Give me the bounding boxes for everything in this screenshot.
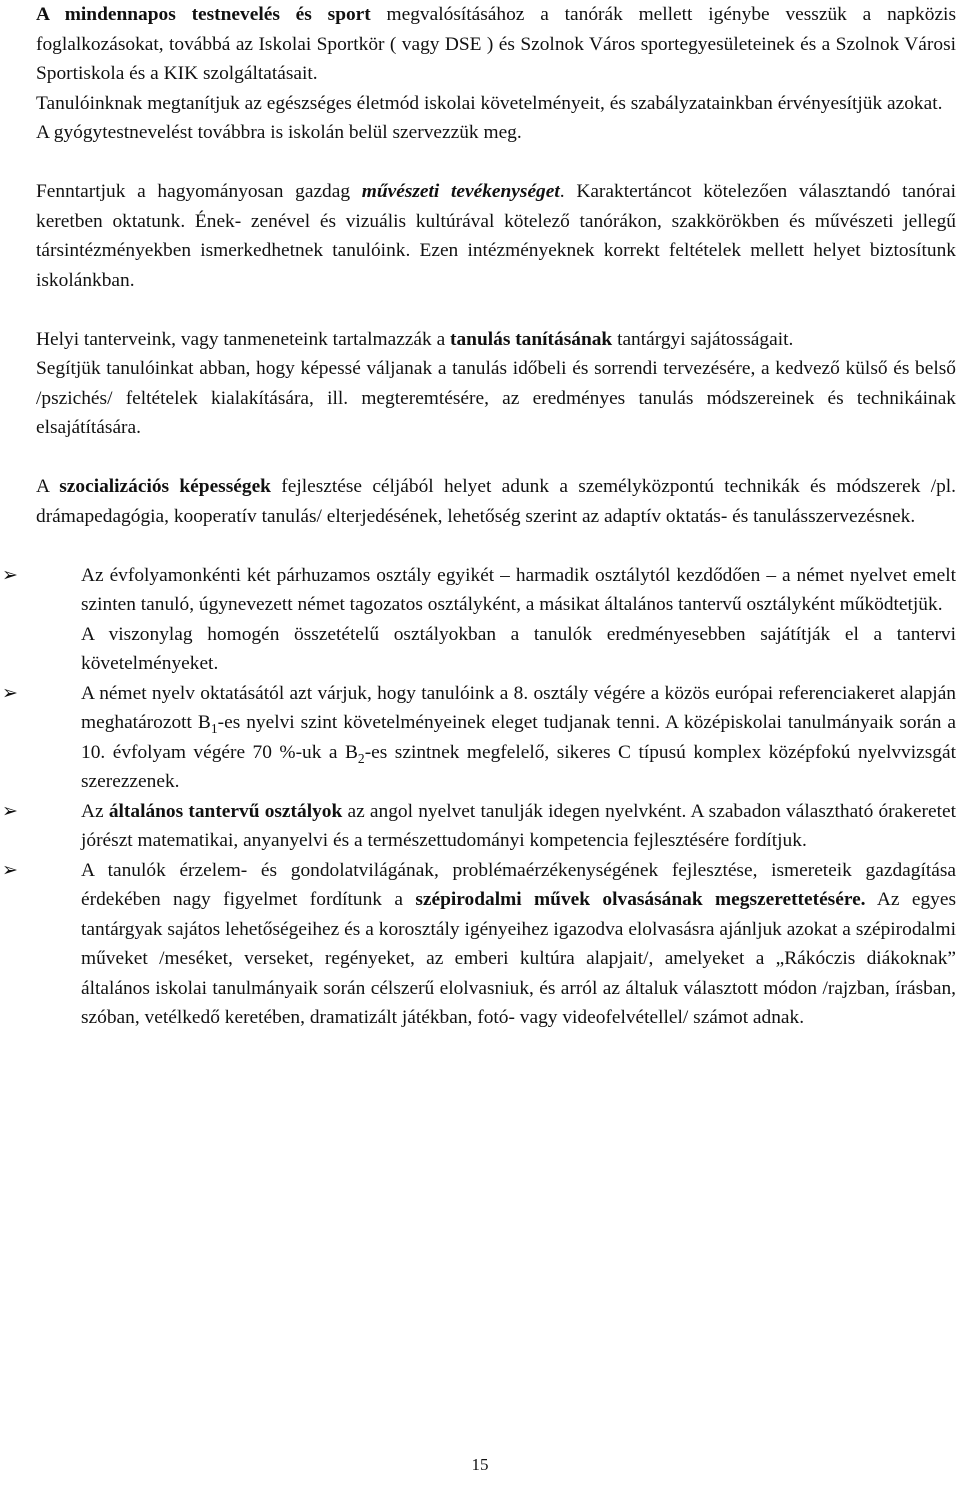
arrow-bullet-icon: ➢: [2, 799, 18, 822]
sport-text: megvalósításához a tanórák mellett igénybe vesszük a napközis foglalkozásokat, továbbá az Iskolai Sportkör ( vagy DSE ) és Szolnok Város sportegyesületeinek és a Szolnok Városi Sportiskola és a KIK szolgáltatásait.: [36, 4, 956, 84]
arrow-bullet-icon: ➢: [2, 858, 18, 881]
bullet-item-classes: ➢ Az évfolyamonkénti két párhuzamos osztály egyikét – harmadik osztálytól kezdődően – a német nyelvet emelt szinten tanuló, úgynevezett német tagozatos osztályként, a másikat általános tantervű osztályként működtetjük. A viszonylag homogén összetételű osztályokban a tanulók eredményesebben sajátítják el a tantervi követelményeket.: [0, 561, 956, 679]
paragraph-arts: Fenntartjuk a hagyományosan gazdag művészeti tevékenységet. Karaktertáncot kötelezően választandó tanórai keretben oktatunk. Ének- zenével és vizuális kultúrával kötelező tanórákon, szakkörökben és művészeti jellegű társintézményekben ismerkedhetnek tanulóink. Ezen intézményeknek korrekt feltételek mellett helyet biztosítunk iskolánkban.: [36, 181, 956, 291]
sport-heading: A mindennapos testnevelés és sport: [36, 4, 371, 25]
literature-emphasis: szépirodalmi művek olvasásának megszerettetésére.: [415, 889, 866, 910]
paragraph-planning: Segítjük tanulóinkat abban, hogy képessé váljanak a tanulás időbeli és sorrendi tervezésére, a kedvező külső és belső /pszichés/ feltételek kialakítására, ill. megteremtésére, az eredményes tanulás módszereinek és technikáinak elsajátítására.: [36, 358, 956, 438]
general-classes-emphasis: általános tantervű osztályok: [108, 800, 343, 822]
arrow-bullet-icon: ➢: [2, 681, 18, 704]
arts-emphasis: művészeti tevékenységet: [361, 181, 560, 202]
socialization-emphasis: szocializációs képességek: [59, 476, 271, 497]
bullet-list: [2, 561, 956, 1033]
bullet-item-german: ➢ A német nyelv oktatásától azt várjuk, hogy tanulóink a 8. osztály végére a közös európai referenciakeret alapján meghatározott $B_1-es$ nyelvi szint követelményeinek eleget tudjanak tenni. A középiskolai tanulmányaik során a 10. évfolyam végére 70 %-uk a $B_2-es$ szintnek megfelelő, sikeres C típusú komplex középfokú nyelvvizsgát szerezzenek.: [0, 679, 956, 797]
paragraph-sport: [36, 0, 956, 89]
page-number: 15: [471, 1455, 489, 1474]
bullet-item-literature: ➢ A tanulók érzelem- és gondolatvilágának, problémaérzékenységének fejlesztése, ismereteik gazdagítása érdekében nagy figyelmet fordítunk a szépirodalmi művek olvasásának megszerettetésére. Az egyes tantárgyak sajátos lehetőségeihez és a korosztály igényeihez igazodva elolvasásra ajánljuk azokat a szépirodalmi műveket /meséket, verseket, regényeket, az emberi kultúra alapjait/, amelyeket a „Rákóczis diákoknak” általános iskolai tanulmányaik során célszerű elolvasniuk, és arról az általuk választott módon /rajzban, írásban, szóban, vetélkedő keretében, dramatizált játékban, fotó- vagy videofelvétellel/ számot adnak.: [0, 856, 956, 1033]
arrow-bullet-icon: ➢: [2, 563, 18, 586]
paragraph-learning: Helyi tanterveink, vagy tanmeneteink tartalmazzák a tanulás tanításának tantárgyi sajátosságait.: [36, 328, 794, 350]
paragraph-socialization: A szocializációs képességek fejlesztése céljából helyet adunk a személyközpontú technikák és módszerek /pl. drámapedagógia, kooperatív tanulás/ elterjedésének, lehetőség szerint az adaptív oktatás- és tanulásszervezésnek.: [36, 476, 957, 527]
paragraph-health: Tanulóinknak megtanítjuk az egészséges életmód iskolai követelményeit, és szabályzatainkban érvényesítjük azokat.: [36, 92, 943, 114]
learning-emphasis: tanulás tanításának: [450, 328, 613, 350]
bullet-item-general-classes: ➢ Az általános tantervű osztályok az angol nyelvet tanulják idegen nyelvként. A szabadon választható órakeretet jórészt matematikai, anyanyelvi és a természettudományi kompetencia fejlesztésére fordítjuk.: [0, 797, 956, 856]
document-page: [2, 0, 957, 1033]
paragraph-physio: A gyógytestnevelést továbbra is iskolán belül szervezzük meg.: [36, 122, 522, 143]
